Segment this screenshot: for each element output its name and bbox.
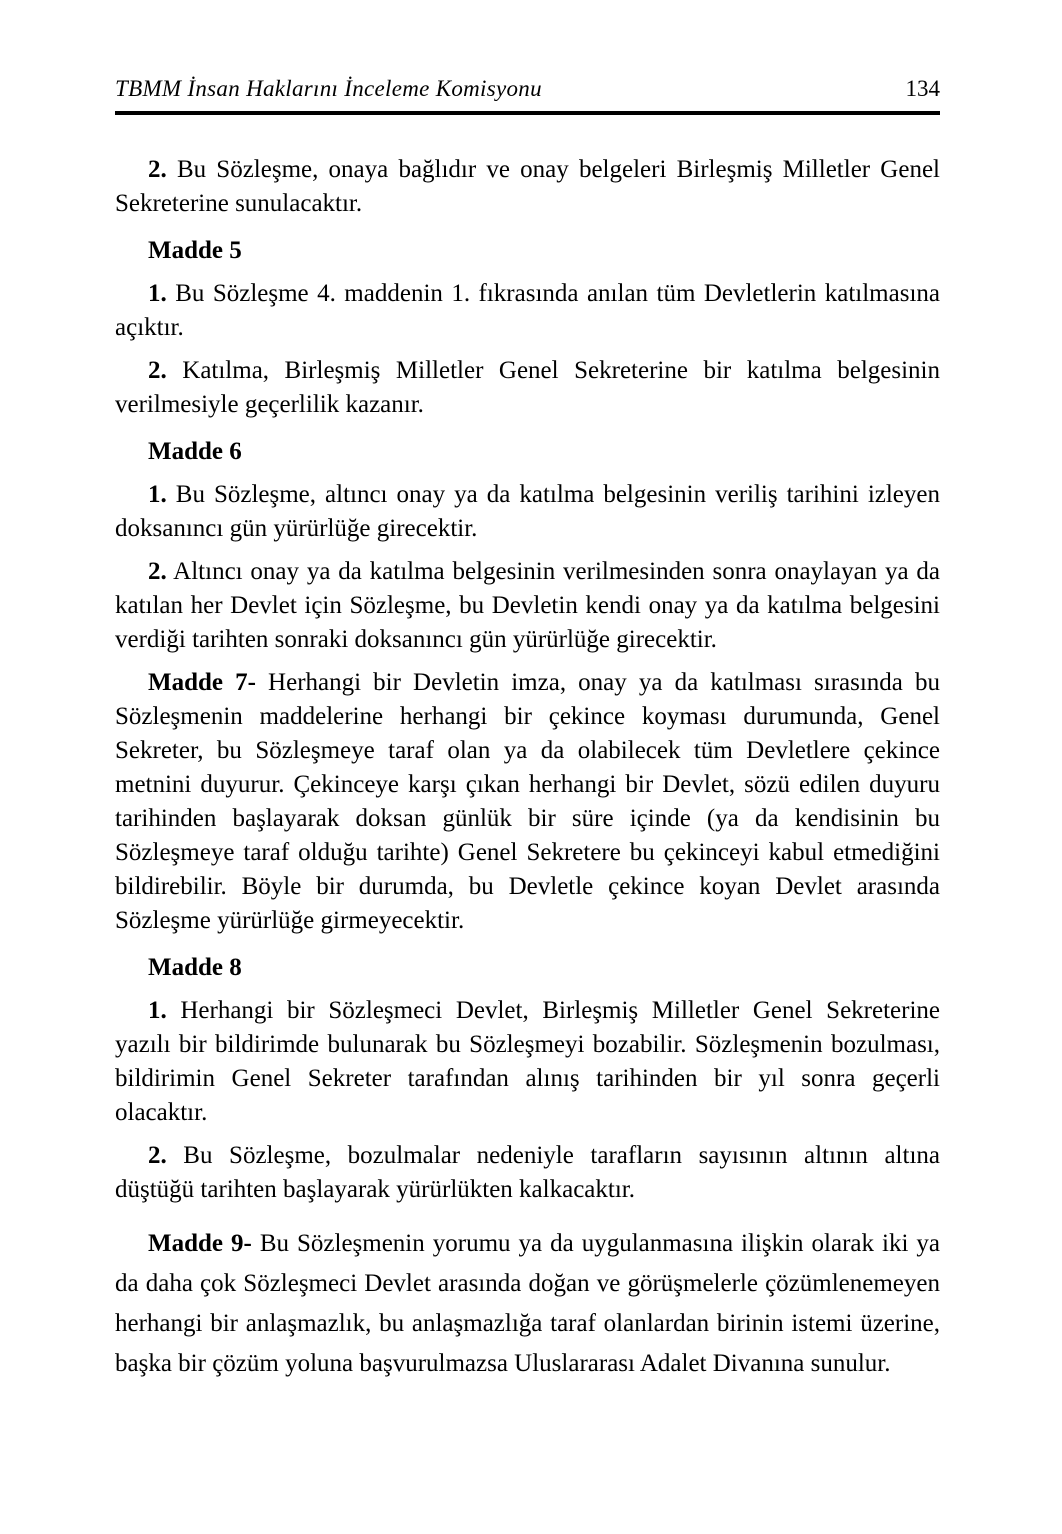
- paragraph-text: Bu Sözleşmenin yorumu ya da uygulanmasına ilişkin olarak iki ya da daha çok Sözleşmeci Devlet arasında doğan ve görüşmelerle çözümlenemeyen herhangi bir anlaşmazlık, bu anlaşmazlığa taraf olanlardan birinin istemi üzerine, başka bir çözüm yoluna başvurulmazsa Uluslararası Adalet Divanına sunulur.: [115, 1230, 941, 1377]
- paragraph-text: Bu Sözleşme 4. maddenin 1. fıkrasında anılan tüm Devletlerin katılmasına açıktır.: [115, 280, 940, 341]
- body-paragraph: [115, 1139, 940, 1207]
- article-heading: Madde 8: [148, 954, 242, 981]
- paragraph-number: 2.: [148, 357, 167, 384]
- running-title: TBMM İnsan Haklarını İnceleme Komisyonu: [115, 76, 542, 101]
- body-paragraph: [115, 478, 940, 546]
- paragraph-text: Altıncı onay ya da katılma belgesinin verilmesinden sonra onaylayan ya da katılan her Devlet için Sözleşme, bu Devletin kendi onay ya da katılma belgesini verdiği tarihten sonraki doksanıncı gün yürürlüğe girecektir.: [115, 558, 940, 653]
- article-inline-heading: Madde 7-: [148, 669, 256, 696]
- header-rule: [115, 111, 940, 115]
- body-paragraph: [115, 277, 940, 345]
- paragraph-number: 1.: [148, 280, 167, 307]
- paragraph-number: 2.: [148, 156, 167, 183]
- article-heading: Madde 5: [148, 237, 242, 264]
- paragraph-number: 2.: [148, 1142, 167, 1169]
- page-header: [115, 76, 940, 102]
- body-paragraph: [115, 994, 940, 1130]
- paragraph-text: Herhangi bir Sözleşmeci Devlet, Birleşmiş Milletler Genel Sekreterine yazılı bir bildirimde bulunarak bu Sözleşmeyi bozabilir. Sözleşmenin bozulması, bildirimin Genel Sekreter tarafından alınış tarihinden bir yıl sonra geçerli olacaktır.: [115, 997, 940, 1126]
- article-heading: Madde 6: [148, 438, 242, 465]
- body-paragraph: [115, 666, 940, 938]
- paragraph-text: Bu Sözleşme, bozulmalar nedeniyle tarafların sayısının altının altına düştüğü tarihten başlayarak yürürlükten kalkacaktır.: [115, 1142, 940, 1203]
- body-paragraph: [115, 153, 940, 221]
- page-number: 134: [905, 76, 940, 101]
- body-paragraph: [115, 555, 940, 657]
- document-body: [115, 153, 940, 1384]
- article-inline-heading: Madde 9-: [148, 1230, 252, 1257]
- paragraph-text: Bu Sözleşme, altıncı onay ya da katılma belgesinin veriliş tarihini izleyen doksanıncı gün yürürlüğe girecektir.: [115, 481, 940, 542]
- paragraph-number: 1.: [148, 481, 167, 508]
- body-paragraph: [115, 1224, 940, 1384]
- paragraph-text: Bu Sözleşme, onaya bağlıdır ve onay belgeleri Birleşmiş Milletler Genel Sekreterine sunulacaktır.: [115, 156, 940, 217]
- paragraph-number: 1.: [148, 997, 167, 1024]
- paragraph-text: Herhangi bir Devletin imza, onay ya da katılması sırasında bu Sözleşmenin maddelerine herhangi bir çekince koyması durumunda, Genel Sekreter, bu Sözleşmeye taraf olan ya da olabilecek tüm Devletlere çekince metnini duyurur. Çekinceye karşı çıkan herhangi bir Devlet, sözü edilen duyuru tarihinden başlayarak doksan günlük bir süre içinde (ya da kendisinin bu Sözleşmeye taraf olduğu tarihte) Genel Sekretere bu çekinceyi kabul etmediğini bildirebilir. Böyle bir durumda, bu Devletle çekince koyan Devlet arasında Sözleşme yürürlüğe girmeyecektir.: [115, 669, 941, 934]
- paragraph-number: 2.: [148, 558, 167, 585]
- paragraph-text: Katılma, Birleşmiş Milletler Genel Sekreterine bir katılma belgesinin verilmesiyle geçerlilik kazanır.: [115, 357, 940, 418]
- body-paragraph: [115, 354, 940, 422]
